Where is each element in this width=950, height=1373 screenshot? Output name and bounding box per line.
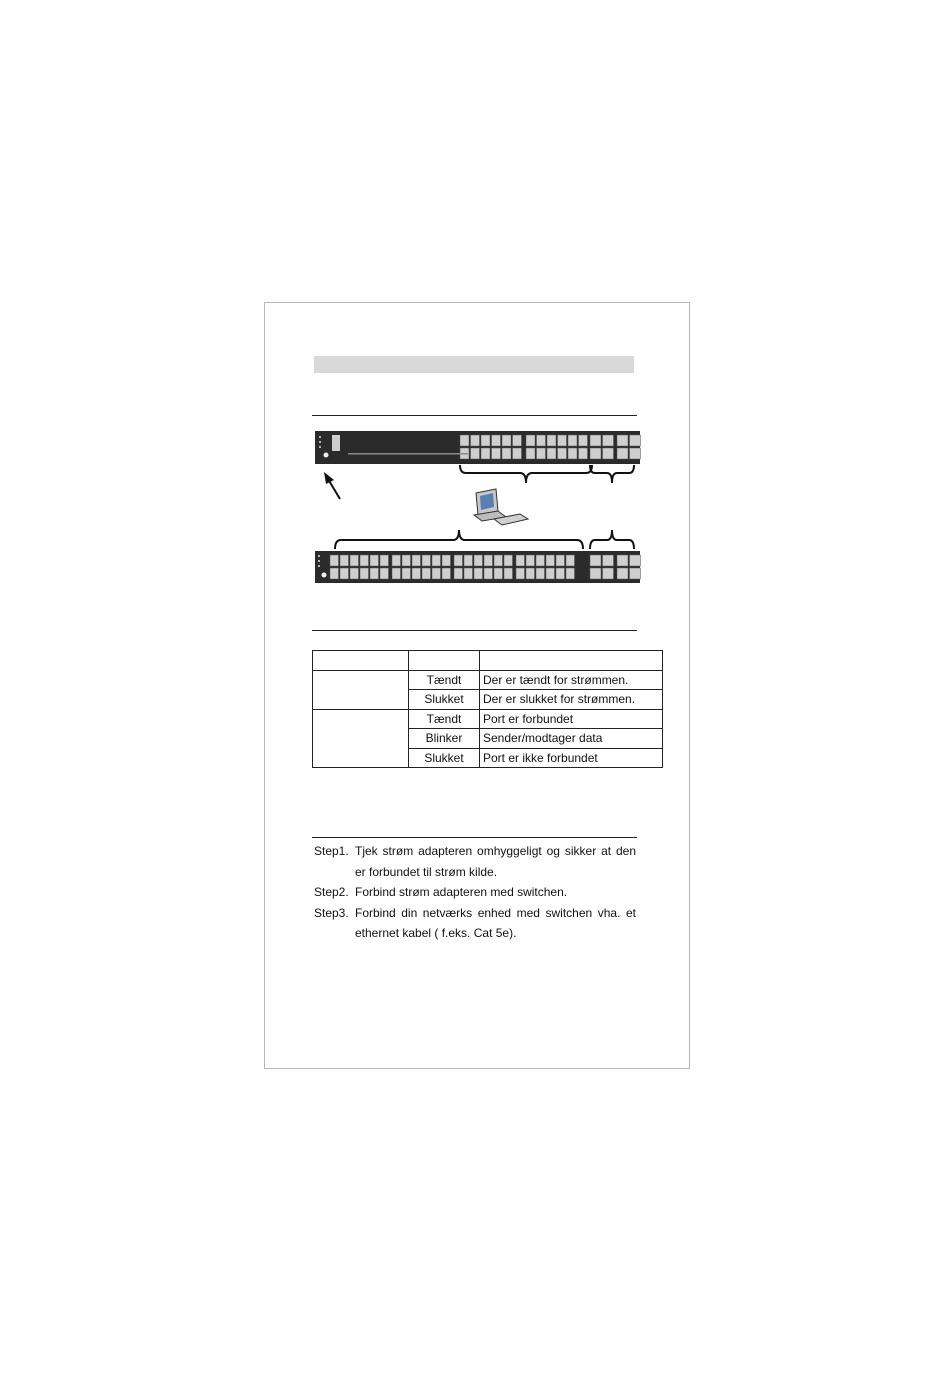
brace-icon — [590, 465, 634, 483]
brand-logo-icon — [332, 435, 340, 451]
rj45-port — [350, 568, 359, 579]
rj45-port — [546, 555, 555, 566]
rj45-port — [513, 448, 522, 459]
rj45-port — [402, 568, 411, 579]
sfp-port — [590, 435, 601, 446]
rj45-port — [547, 435, 556, 446]
rj45-port — [474, 555, 483, 566]
sfp-port — [603, 555, 614, 566]
rj45-port — [474, 568, 483, 579]
rj45-port — [566, 555, 575, 566]
section-rule — [312, 837, 637, 838]
description-cell: Port er forbundet — [480, 709, 663, 729]
rj45-port — [537, 448, 546, 459]
rj45-port — [402, 555, 411, 566]
sfp-port — [590, 448, 601, 459]
section-title-bar — [314, 356, 634, 373]
brace-icon — [590, 530, 634, 549]
rj45-port — [568, 448, 577, 459]
description-cell: Port er ikke forbundet — [480, 748, 663, 768]
rj45-port — [460, 435, 469, 446]
rj45-port — [494, 555, 503, 566]
arrow-icon — [324, 472, 340, 499]
table-header-row — [313, 651, 663, 671]
rj45-port — [422, 555, 431, 566]
rj45-port — [526, 435, 535, 446]
rj45-port — [340, 568, 349, 579]
step-text: Forbind strøm adapteren med switchen. — [355, 885, 568, 899]
rj45-port — [579, 448, 588, 459]
rj45-port — [454, 568, 463, 579]
sfp-port — [630, 435, 641, 446]
rj45-port — [370, 568, 379, 579]
rj45-port — [481, 435, 490, 446]
rj45-port — [556, 568, 565, 579]
rj45-port — [432, 568, 441, 579]
rj45-port — [579, 435, 588, 446]
rj45-port — [464, 555, 473, 566]
sfp-port — [603, 448, 614, 459]
rj45-port — [516, 555, 525, 566]
rj45-port — [526, 555, 535, 566]
sfp-port — [617, 448, 628, 459]
rj45-port — [330, 555, 339, 566]
rj45-port — [492, 435, 501, 446]
table-row — [313, 670, 663, 690]
rj45-port — [566, 568, 575, 579]
sfp-port — [630, 448, 641, 459]
sfp-port — [617, 568, 628, 579]
rj45-port — [516, 568, 525, 579]
step-item — [314, 841, 636, 882]
rj45-port — [558, 448, 567, 459]
model-caption-strip — [348, 453, 468, 455]
rj45-port — [484, 568, 493, 579]
rj45-port — [547, 448, 556, 459]
sfp-port — [603, 568, 614, 579]
rj45-port — [504, 568, 513, 579]
rj45-port — [422, 568, 431, 579]
brace-icon — [460, 465, 592, 483]
rj45-port — [494, 568, 503, 579]
sfp-port — [630, 555, 641, 566]
rj45-port — [484, 555, 493, 566]
rj45-port — [412, 568, 421, 579]
status-cell: Slukket — [409, 690, 480, 710]
rj45-port — [454, 555, 463, 566]
step-text: Tjek strøm adapteren omhyggeligt og sikker at den er forbundet til strøm kilde. — [355, 844, 636, 879]
status-cell: Tændt — [409, 709, 480, 729]
rj45-port — [380, 568, 389, 579]
rj45-port — [526, 568, 535, 579]
rj45-port — [392, 568, 401, 579]
installation-steps — [314, 841, 636, 944]
rj45-port — [536, 555, 545, 566]
rj45-port — [471, 435, 480, 446]
rj45-port — [471, 448, 480, 459]
step-number: Step1. — [314, 844, 349, 858]
rj45-port — [340, 555, 349, 566]
led-table — [312, 650, 663, 768]
rj45-port — [502, 435, 511, 446]
rj45-port — [412, 555, 421, 566]
sfp-port — [590, 568, 601, 579]
rj45-port — [558, 435, 567, 446]
status-cell: Tændt — [409, 670, 480, 690]
rj45-port — [380, 555, 389, 566]
sfp-port — [617, 435, 628, 446]
led-name-cell — [313, 670, 409, 709]
section-rule — [312, 630, 637, 631]
rj45-port — [392, 555, 401, 566]
step-number: Step3. — [314, 905, 349, 920]
status-cell: Blinker — [409, 729, 480, 749]
sfp-port — [603, 435, 614, 446]
rj45-port — [330, 568, 339, 579]
rj45-port — [432, 555, 441, 566]
rj45-port — [526, 448, 535, 459]
description-cell: Der er tændt for strømmen. — [480, 670, 663, 690]
rj45-port — [360, 568, 369, 579]
rj45-port — [513, 435, 522, 446]
rj45-port — [502, 448, 511, 459]
brace-icon — [335, 530, 583, 549]
rj45-port — [568, 435, 577, 446]
status-cell: Slukket — [409, 748, 480, 768]
description-cell: Der er slukket for strømmen. — [480, 690, 663, 710]
rj45-port — [442, 568, 451, 579]
sfp-port — [617, 555, 628, 566]
rj45-port — [546, 568, 555, 579]
rj45-port — [481, 448, 490, 459]
rj45-port — [536, 568, 545, 579]
led-name-cell — [313, 709, 409, 768]
step-text: Forbind din netværks enhed med switchen vha. et ethernet kabel ( f.eks. Cat 5e). — [355, 905, 636, 940]
switch-diagram — [300, 425, 650, 595]
rj45-port — [370, 555, 379, 566]
rj45-port — [350, 555, 359, 566]
section-rule — [312, 415, 637, 416]
rj45-port — [464, 568, 473, 579]
rj45-port — [360, 555, 369, 566]
rj45-port — [556, 555, 565, 566]
step-number: Step2. — [314, 885, 349, 899]
rj45-port — [537, 435, 546, 446]
sfp-port — [630, 568, 641, 579]
step-item — [314, 903, 636, 944]
description-cell: Sender/modtager data — [480, 729, 663, 749]
step-item — [314, 882, 636, 903]
rj45-port — [504, 555, 513, 566]
computer-icon — [474, 489, 528, 525]
rj45-port — [492, 448, 501, 459]
sfp-port — [590, 555, 601, 566]
table-row — [313, 709, 663, 729]
rj45-port — [442, 555, 451, 566]
